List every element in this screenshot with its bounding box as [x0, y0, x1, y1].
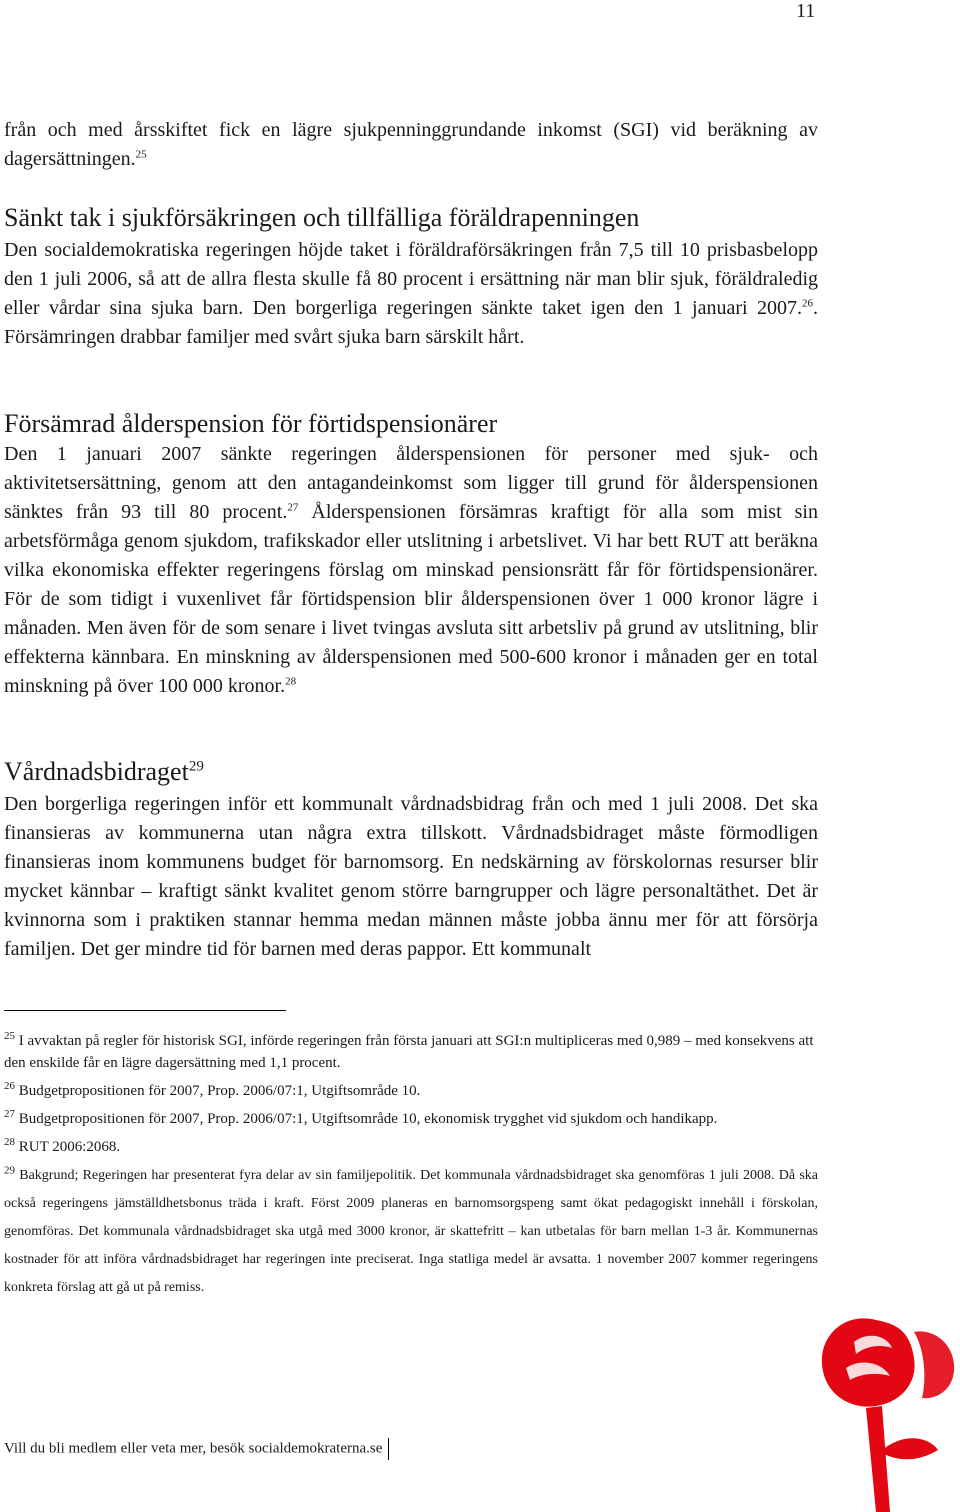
- page-footer: [4, 1438, 389, 1460]
- footnote-text: Bakgrund; Regeringen har presenterat fyra delar av sin familjepolitik. Det kommunala vårdnadsbidraget ska genomföras 1 juli 2008. Då ska också regeringens jämställdhetsbonus träda i kraft. Först 2009 planeras en barnomsorgspeng samt ökat pedagogiskt innehåll i förskolan, genomföras. Det kommunala vårdnadsbidraget ska utgå med 3000 kronor, är skattefritt – kan utbetalas för barn mellan 1-3 år. Kommunernas kostnader för att införa vårdnadsbidraget har regeringen inte preciserat. Inga statliga medel är avsatta. 1 november 2007 kommer regeringens konkreta förslag att gå ut på remiss.: [4, 1168, 818, 1295]
- section-paragraph: [4, 440, 818, 701]
- footnote-number: 26: [4, 1080, 15, 1092]
- footnote-separator: [4, 1010, 286, 1011]
- page-number: 11: [796, 0, 816, 22]
- footnote-ref-26[interactable]: 26: [802, 297, 813, 310]
- section-vardnadsbidraget: [4, 756, 818, 964]
- footnote-28: [4, 1136, 818, 1158]
- section-forsamrad-alderspension: [4, 408, 818, 701]
- paragraph-text: Den socialdemokratiska regeringen höjde taket i föräldraförsäkringen från 7,5 till 10 prisbasbelopp den 1 juli 2006, så att de allra flesta skulle få 80 procent i ersättning när man blir sjuk, föräldraledig eller vårdar sina sjuka barn. Den borgerliga regeringen sänkte taket igen den 1 januari 2007.: [4, 239, 818, 319]
- footnote-ref-27[interactable]: 27: [287, 501, 299, 514]
- footnote-ref-29[interactable]: 29: [188, 758, 204, 775]
- footer-divider: [388, 1438, 389, 1460]
- section-heading: Sänkt tak i sjukförsäkringen och tillfälliga föräldrapenningen: [4, 203, 640, 232]
- footnote-ref-28[interactable]: 28: [285, 675, 297, 688]
- footer-text[interactable]: Vill du bli medlem eller veta mer, besök socialdemokraterna.se: [4, 1440, 383, 1457]
- footnote-text: RUT 2006:2068.: [18, 1139, 121, 1155]
- section-paragraph: Den borgerliga regeringen inför ett kommunalt vårdnadsbidrag från och med 1 juli 2008. Det ska finansieras av kommunerna utan några extra tillskott. Vårdnadsbidraget måste förmodligen finansieras inom kommunens budget för barnomsorg. En nedskärning av förskolornas resurser blir mycket kännbar – kraftigt sänkt kvalitet genom större barngrupper och lägre personaltäthet. Det är kvinnorna som i praktiken stannar hemma medan männen måste jobba ännu mer för att försörja familjen. Det ger mindre tid för barnen med deras pappor. Ett kommunalt: [4, 793, 818, 960]
- paragraph-text: Den 1 januari 2007 sänkte regeringen ålderspensionen för personer med sjuk- och aktivitetsersättning, genom att den antagandeinkomst som ligger till grund för ålderspensionen sänktes från 93 till 80 procent.: [4, 443, 818, 523]
- footnote-number: 27: [4, 1108, 15, 1120]
- footnote-text: I avvaktan på regler för historisk SGI, införde regeringen från första januari att SGI:n multipliceras med 0,989 – med konsekvens att den enskilde får en lägre dagersättning med 1,1 procent.: [4, 1033, 814, 1071]
- intro-paragraph-block: [4, 116, 818, 174]
- footnote-text: Budgetpropositionen för 2007, Prop. 2006/07:1, Utgiftsområde 10.: [18, 1083, 421, 1099]
- footnote-number: 29: [4, 1164, 15, 1177]
- footnote-ref-25[interactable]: 25: [135, 148, 147, 161]
- footnote-29: [4, 1162, 818, 1302]
- section-heading: Försämrad ålderspension för förtidspensionärer: [4, 409, 498, 438]
- intro-text: från och med årsskiftet fick en lägre sjukpenninggrundande inkomst (SGI) vid beräkning av dagersättningen.: [4, 119, 818, 170]
- section-paragraph: [4, 236, 818, 352]
- intro-paragraph: [4, 116, 818, 174]
- footnote-number: 25: [4, 1030, 15, 1042]
- footnote-27: [4, 1108, 818, 1130]
- section-sankt-tak: [4, 202, 818, 352]
- section-heading: [4, 756, 818, 788]
- footnote-text: Budgetpropositionen för 2007, Prop. 2006/07:1, Utgiftsområde 10, ekonomisk trygghet vid sjukdom och handikapp.: [18, 1111, 718, 1127]
- footnote-26: [4, 1080, 818, 1102]
- paragraph-text: . Försämringen drabbar familjer med svårt sjuka barn särskilt hårt.: [4, 297, 818, 348]
- footnote-25: [4, 1030, 818, 1074]
- rose-logo-icon: [806, 1302, 960, 1512]
- heading-text: Vårdnadsbidraget: [4, 757, 189, 786]
- footnote-number: 28: [4, 1136, 15, 1148]
- paragraph-text: Ålderspensionen försämras kraftigt för alla som mist sin arbetsförmåga genom sjukdom, trafikskador eller utslitning i arbetslivet. Vi har bett RUT att beräkna vilka ekonomiska effekter regeringens förslag om minskad pensionsrätt får för förtidspensionärer. För de som tidigt i vuxenlivet får förtidspension blir ålderspensionen över 1 000 kronor lägre i månaden. Men även för de som senare i livet tvingas avsluta sitt arbetsliv på grund av utslitning, blir effekterna kännbara. En minskning av ålderspensionen med 500-600 kronor i månaden ger en total minskning på över 100 000 kronor.: [4, 501, 818, 697]
- footnotes: [4, 1030, 818, 1302]
